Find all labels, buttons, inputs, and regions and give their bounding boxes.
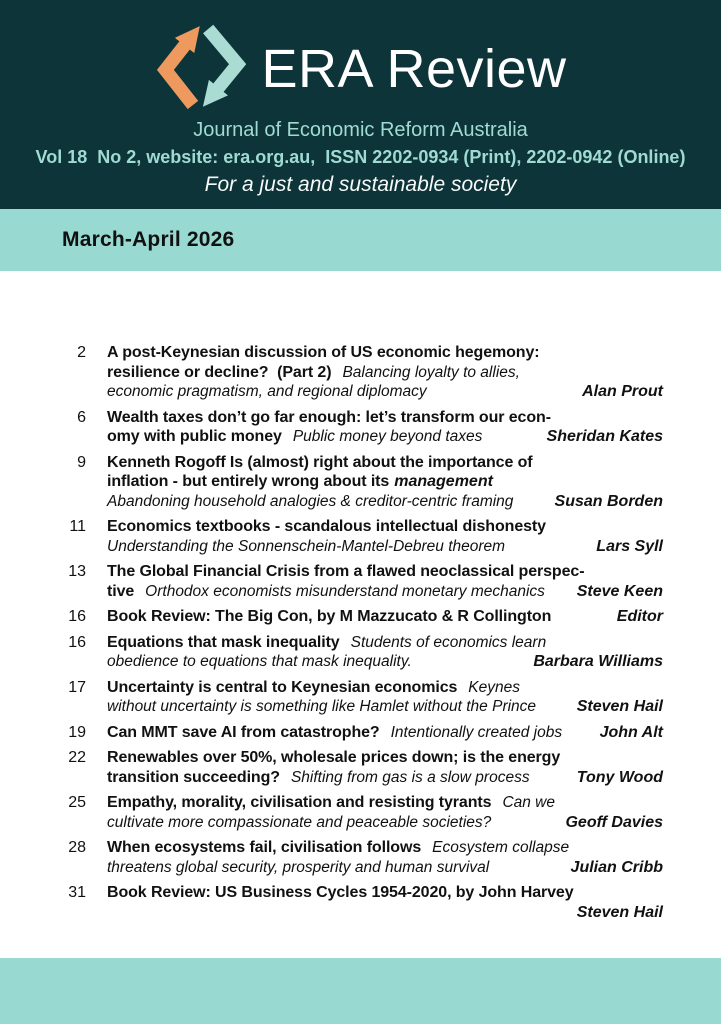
toc-entry (55, 633, 663, 672)
toc-title-text: Book Review: US Business Cycles 1954-2020, by John Harvey (107, 884, 574, 901)
toc-title-text: Kenneth Rogoff Is (almost) right about the importance of (107, 453, 533, 471)
toc-author: Steve Keen (576, 582, 663, 600)
toc-entry (55, 723, 663, 743)
toc-entry-body (107, 748, 663, 787)
toc-author: Barbara Williams (533, 653, 663, 670)
toc-title-italic-text: management (394, 473, 493, 490)
toc-line (107, 678, 663, 698)
toc-line (107, 838, 663, 858)
toc-entry-body (107, 633, 663, 672)
toc-line (107, 813, 663, 833)
toc-subtitle-text: Shifting from gas is a slow process (290, 768, 530, 786)
toc-title-text: The Global Financial Crisis from a flawed neoclassical perspec- (107, 563, 585, 580)
volume-issn-line: Vol 18 No 2, website: era.org.au, ISSN 2202-0934 (Print), 2202-0942 (Online) (35, 147, 686, 167)
toc-entry-body (107, 607, 663, 627)
toc-author: Steven Hail (576, 903, 663, 921)
toc-entry (55, 343, 663, 402)
toc-author: John Alt (599, 723, 663, 741)
toc-subtitle-text: threatens global security, prosperity and human survival (107, 858, 490, 876)
toc-entry-body (107, 562, 663, 601)
toc-page-number: 16 (68, 608, 86, 625)
toc-line (107, 517, 663, 537)
toc-entry (55, 748, 663, 787)
toc-title-text: When ecosystems fail, civilisation follows (107, 839, 422, 856)
toc-subtitle-text: Abandoning household analogies & creditor-centric framing (107, 492, 514, 510)
toc-entry-body (107, 517, 663, 556)
toc-author: Tony Wood (576, 768, 663, 786)
toc-line (107, 537, 663, 557)
toc-line (107, 723, 663, 743)
toc-line (107, 748, 663, 768)
toc-page-number: 19 (68, 723, 86, 741)
toc-subtitle-text: Keynes (468, 678, 520, 696)
toc-line (107, 697, 663, 717)
toc-page-number: 9 (77, 453, 86, 471)
toc-entry (55, 678, 663, 717)
toc-line (107, 633, 663, 653)
toc-line (107, 652, 663, 672)
toc-subtitle-text: Public money beyond taxes (292, 428, 483, 445)
toc-entry (55, 408, 663, 447)
toc-subtitle-text: Ecosystem collapse (432, 839, 570, 856)
toc-line (107, 472, 663, 492)
toc-title-text: Wealth taxes don’t go far enough: let’s transform our econ- (107, 408, 551, 426)
toc-page-number: 31 (68, 884, 86, 901)
toc-title-text: inflation - but entirely wrong about its (107, 473, 390, 490)
toc-line (107, 793, 663, 813)
toc-title-text: Renewables over 50%, wholesale prices down; is the energy (107, 749, 561, 766)
toc-entry-body (107, 793, 663, 832)
journal-title: ERA Review (261, 39, 567, 99)
toc-title-text: A post-Keynesian discussion of US economic hegemony: (107, 344, 540, 361)
toc-page-number: 6 (77, 408, 86, 426)
toc-subtitle-text: Intentionally created jobs (390, 723, 563, 741)
journal-tagline: For a just and sustainable society (204, 173, 517, 196)
toc-line (107, 453, 663, 473)
toc-line (107, 562, 663, 582)
toc-entry (55, 883, 663, 922)
toc-page-number: 17 (68, 678, 86, 696)
toc-title-text: Can MMT save AI from catastrophe? (107, 723, 380, 741)
toc-subtitle-text: Students of economics learn (350, 633, 547, 651)
toc-subtitle-text: Can we (502, 794, 555, 811)
toc-author: Susan Borden (554, 492, 663, 510)
toc-entry (55, 607, 663, 627)
toc-entry (55, 453, 663, 512)
toc-author: Editor (616, 608, 663, 625)
toc-line (107, 903, 663, 923)
toc-subtitle-text: Orthodox economists misunderstand monetary mechanics (145, 582, 545, 600)
toc-title-text: Book Review: The Big Con, by M Mazzucato & R Collington (107, 608, 552, 625)
toc-line (107, 343, 663, 363)
toc-page-number: 16 (68, 633, 86, 651)
toc-line (107, 883, 663, 903)
toc-line (107, 582, 663, 602)
toc-page-number: 28 (68, 839, 86, 856)
toc-line (107, 858, 663, 878)
toc-subtitle-text: economic pragmatism, and regional diplomacy (107, 383, 427, 400)
toc-title-text: tive (107, 582, 135, 600)
toc-title-text: Equations that mask inequality (107, 633, 340, 651)
toc-entry-body (107, 343, 663, 402)
toc-subtitle-text: without uncertainty is something like Hamlet without the Prince (107, 698, 537, 715)
toc-author: Lars Syll (596, 537, 663, 555)
toc-title-text: transition succeeding? (107, 768, 280, 786)
toc-entry-body (107, 883, 663, 922)
toc-subtitle-text: cultivate more compassionate and peaceable societies? (107, 813, 492, 831)
toc-entry-body (107, 838, 663, 877)
toc-line (107, 382, 663, 402)
toc-author: Sheridan Kates (546, 428, 663, 445)
toc-title-text: Empathy, morality, civilisation and resisting tyrants (107, 794, 492, 811)
toc-line (107, 363, 663, 383)
toc-line (107, 607, 663, 627)
issue-band (0, 209, 721, 271)
era-logo-icon (154, 18, 249, 121)
toc-page-number: 25 (68, 794, 86, 811)
toc-line (107, 408, 663, 428)
issue-date-label: March-April 2026 (62, 228, 235, 251)
toc-title-text: resilience or decline? (Part 2) (107, 363, 332, 381)
toc-subtitle-text: Understanding the Sonnenschein-Mantel-Debreu theorem (107, 537, 506, 555)
toc-entry-body (107, 678, 663, 717)
toc-author: Steven Hail (576, 698, 663, 715)
toc-page-number: 11 (69, 518, 86, 535)
toc-entry-body (107, 723, 663, 743)
toc-entry-body (107, 408, 663, 447)
toc-line (107, 492, 663, 512)
toc-author: Geoff Davies (565, 813, 663, 831)
toc-entry (55, 517, 663, 556)
toc-page-number: 13 (68, 563, 86, 580)
toc-entry (55, 562, 663, 601)
toc-page-number: 2 (77, 344, 86, 361)
journal-subtitle: Journal of Economic Reform Australia (193, 119, 528, 141)
toc-subtitle-text: obedience to equations that mask inequality. (107, 653, 412, 670)
bottom-band (0, 958, 721, 1024)
toc-title-text: Economics textbooks - scandalous intellectual dishonesty (107, 518, 546, 535)
toc-entry (55, 793, 663, 832)
toc-subtitle-text: Balancing loyalty to allies, (342, 363, 520, 381)
toc-title-text: Uncertainty is central to Keynesian economics (107, 678, 458, 696)
toc-page-number: 22 (68, 749, 86, 766)
toc-author: Alan Prout (582, 383, 663, 400)
masthead (0, 0, 721, 209)
toc-list (0, 343, 721, 922)
toc-line (107, 768, 663, 788)
toc-entry-body (107, 453, 663, 512)
toc-entry (55, 838, 663, 877)
masthead-logo-row (0, 0, 721, 118)
toc-title-text: omy with public money (107, 428, 282, 445)
toc-line (107, 427, 663, 447)
toc-author: Julian Cribb (570, 858, 663, 876)
